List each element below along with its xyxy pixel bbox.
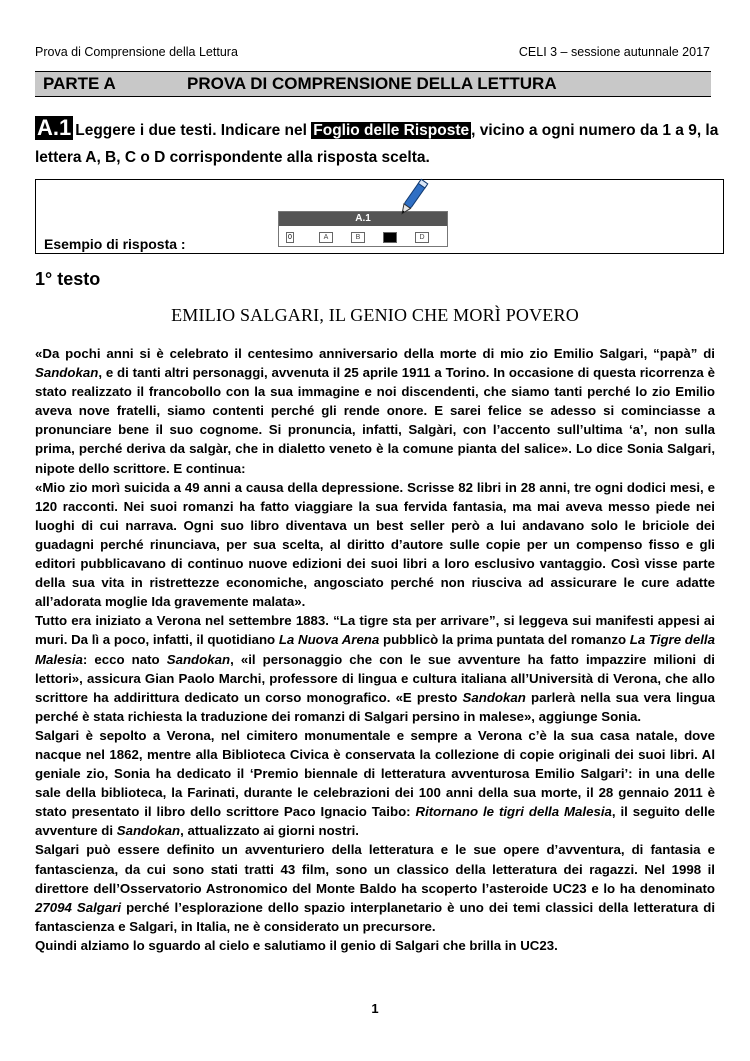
answer-number: 0 bbox=[286, 232, 294, 243]
instruction-text-before: Leggere i due testi. Indicare nel bbox=[75, 122, 312, 139]
example-label: Esempio di risposta : bbox=[44, 236, 186, 252]
part-title: PROVA DI COMPRENSIONE DELLA LETTURA bbox=[187, 74, 557, 93]
header-right: CELI 3 – sessione autunnale 2017 bbox=[518, 45, 710, 59]
article-body bbox=[35, 344, 715, 955]
section-title: 1° testo bbox=[35, 269, 101, 289]
paragraph: Salgari può essere definito un avventuriero della letteratura e le sue opere d’avventura, di fantasia e fantascienza, da cui sono stati tratti 43 film, sono un classico della letteratura dei ragazzi. Nel 1998 il direttore dell’Osservatorio Astronomico del Monte Baldo ha scoperto l’asteroide UC23 e lo ha denominato 27094 Salgari perché l’esplorazione dello spazio interplanetario è uno dei temi classici della letteratura di fantascienza e Salgari, in Italia, ne è considerato un precursore. bbox=[35, 842, 716, 934]
answer-card-title: A.1 bbox=[279, 212, 447, 226]
article-title: EMILIO SALGARI, IL GENIO CHE MORÌ POVERO bbox=[171, 305, 579, 325]
instruction bbox=[35, 116, 725, 171]
answer-option-c-filled: C bbox=[383, 232, 397, 243]
part-label: PARTE A bbox=[43, 74, 116, 93]
answer-option-d: D bbox=[415, 232, 429, 243]
answer-option-b: B bbox=[351, 232, 365, 243]
instruction-text-after: , vicino a ogni numero da 1 a 9, la lettera A, B, C o D corrispondente alla risposta scelta. bbox=[35, 122, 719, 166]
paragraph: Tutto era iniziato a Verona nel settembre 1883. “La tigre sta per arrivare”, si leggeva sui manifesti appesi ai muri. Da lì a poco, infatti, il quotidiano La Nuova Arena pubblicò la prima puntata del romanzo La Tigre della Malesia: ecco nato Sandokan, «il personaggio che con le sue avventure ha fatto impazzire milioni di lettori», assicura Gian Paolo Marchi, professore di lingua e cultura italiana all’Università di Verona, che allo scrittore ha addirittura dedicato un corso monografico. «E presto Sandokan parlerà nella sua vera lingua perché è stata richiesta la traduzione dei romanzi di Salgari persino in malese», aggiunge Sonia. bbox=[35, 613, 715, 724]
paragraph: «Mio zio morì suicida a 49 anni a causa della depressione. Scrisse 82 libri in 28 anni, tre ogni dodici mesi, e 120 racconti. Nei suoi romanzi ha fatto viaggiare la sua fervida fantasia, ma mai aveva messo piede nei luoghi di cui narrava. Ogni suo libro diventava un best seller però a lui andavano solo le briciole dei guadagni perché rinunciava, per sua scelta, al diritto d’autore sulle copie per un compenso fisso e gli editori pubblicavano di continuo nuove edizioni dei suoi libri a loro esclusivo vantaggio. Così visse parte della sua vita in ristrettezze economiche, angosciato perché non riusciva ad assicurare le cure adatte all’adorata moglie Ida gravemente malata». bbox=[35, 479, 715, 610]
page-number: 1 bbox=[371, 1001, 379, 1016]
pen-icon bbox=[396, 176, 430, 220]
paragraph: Quindi alziamo lo sguardo al cielo e salutiamo il genio di Salgari che brilla in UC23. bbox=[35, 937, 558, 953]
paragraph: Salgari è sepolto a Verona, nel cimitero monumentale e sempre a Verona c’è la sua casa natale, dove nacque nel 1862, mentre alla Biblioteca Civica è conservata la collezione di copie originali dei suoi libri. Al geniale zio, Sonia ha dedicato il ‘Premio biennale di letteratura avventurosa Emilio Salgari’: in una delle sale della biblioteca, la Farinati, durante le celebrazioni dei 100 anni della sua morte, il 28 gennaio 2011 è stato presentato il libro dello scrittore Paco Ignacio Taibo: Ritornano le tigri della Malesia, il seguito delle avventure di Sandokan, attualizzato ai giorni nostri. bbox=[35, 727, 715, 839]
part-banner bbox=[35, 71, 711, 97]
example-box bbox=[35, 179, 724, 254]
instruction-tag: A.1 bbox=[37, 115, 72, 140]
paragraph: «Da pochi anni si è celebrato il centesimo anniversario della morte di mio zio Emilio Salgari, “papà” di Sandokan, e di tanti altri personaggi, avvenuta il 25 aprile 1911 a Torino. In occasione di questa ricorrenza è stato realizzato il francobollo con la sua immagine e noi discendenti, che siamo tanti perché lo zio Emilio aveva nove fratelli, siamo contenti perché gli rende onore. E sarei felice se adesso si cominciasse a pronunciare bene il suo cognome. Si pronuncia, infatti, Salgàri, con l’accento sull’ultima ‘a’, non sulla prima, perché deriva da salgàr, che in dialetto veneto è la comune pianta del salice». Lo dice Sonia Salgari, nipote dello scrittore. E continua: bbox=[35, 346, 715, 476]
answer-option-a: A bbox=[319, 232, 333, 243]
header-left: Prova di Comprensione della Lettura bbox=[35, 45, 238, 59]
instruction-highlight: Foglio delle Risposte bbox=[313, 122, 470, 139]
